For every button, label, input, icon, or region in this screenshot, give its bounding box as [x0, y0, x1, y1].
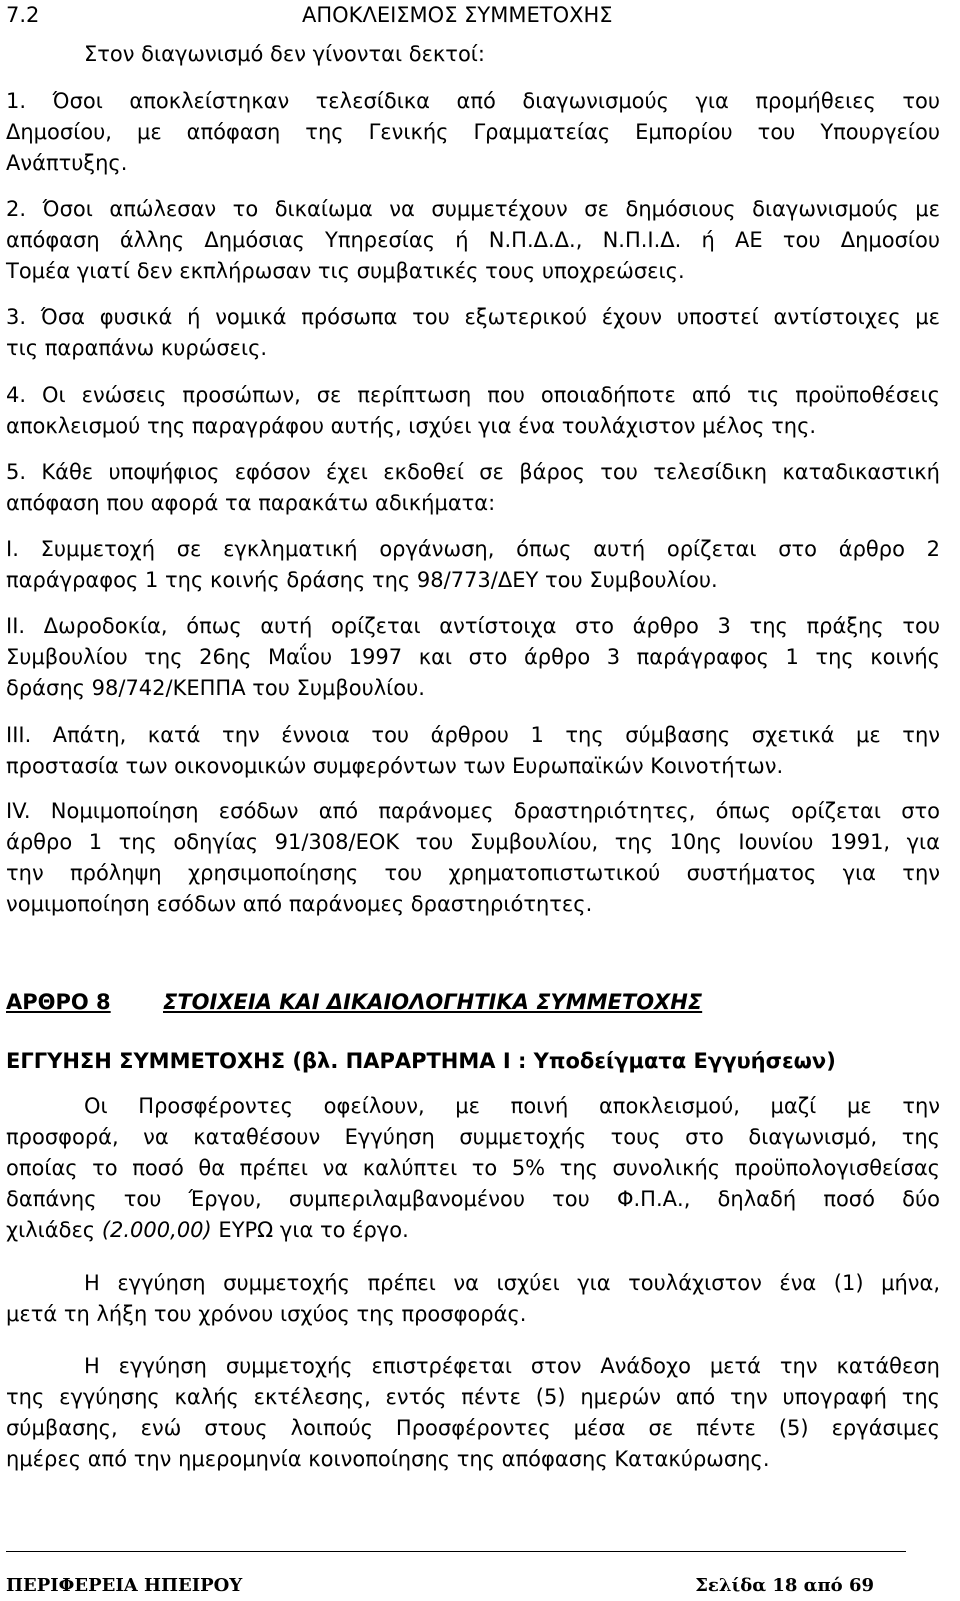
paragraph-line: προσφορά, να καταθέσουν Εγγύηση συμμετοχής τους στο διαγωνισμό, της: [6, 1125, 940, 1149]
section-number: 7.2: [6, 3, 40, 27]
item-line: ΙΙ. Δωροδοκία, όπως αυτή ορίζεται αντίστοιχα στο άρθρο 3 της πράξης του: [6, 614, 940, 638]
article-label: ΑΡΘΡΟ 8: [6, 990, 111, 1014]
paragraph-line: Η εγγύηση συμμετοχής πρέπει να ισχύει για τουλάχιστον ένα (1) μήνα,: [84, 1271, 940, 1295]
item-line: Δημοσίου, με απόφαση της Γενικής Γραμματείας Εμπορίου του Υπουργείου: [6, 120, 940, 144]
item-line: ΙΙΙ. Απάτη, κατά την έννοια του άρθρου 1 της σύμβασης σχετικά με την: [6, 723, 940, 747]
item-line: την πρόληψη χρησιμοποίησης του χρηματοπιστωτικού συστήματος για την: [6, 861, 940, 885]
item-line: τις παραπάνω κυρώσεις.: [6, 336, 268, 360]
page-footer: [6, 1573, 874, 1599]
paragraph-line: οποίας το ποσό θα πρέπει να καλύπτει το 5% της συνολικής προϋπολογισθείσας: [6, 1156, 940, 1180]
item-line: απόφαση άλλης Δημόσιας Υπηρεσίας ή Ν.Π.Δ.Δ., Ν.Π.Ι.Δ. ή ΑΕ του Δημοσίου: [6, 228, 940, 252]
item-line: 3. Όσα φυσικά ή νομικά πρόσωπα του εξωτερικού έχουν υποστεί αντίστοιχες με: [6, 305, 940, 329]
section-intro: Στον διαγωνισμό δεν γίνονται δεκτοί:: [84, 42, 485, 66]
item-line: προστασία των οικονομικών συμφερόντων των Ευρωπαϊκών Κοινοτήτων.: [6, 754, 784, 778]
item-line: 4. Οι ενώσεις προσώπων, σε περίπτωση που οποιαδήποτε από τις προϋποθέσεις: [6, 383, 940, 407]
item-line: 2. Όσοι απώλεσαν το δικαίωμα να συμμετέχουν σε δημόσιους διαγωνισμούς με: [6, 197, 940, 221]
paragraph-line: μετά τη λήξη του χρόνου ισχύος της προσφοράς.: [6, 1302, 527, 1326]
paragraph-line: δαπάνης του Έργου, συμπεριλαμβανομένου του Φ.Π.Α., δηλαδή ποσό δύο: [6, 1187, 940, 1211]
item-line: 5. Κάθε υποψήφιος εφόσον έχει εκδοθεί σε βάρος του τελεσίδικη καταδικαστική: [6, 460, 940, 484]
paragraph-line: της εγγύησης καλής εκτέλεσης, εντός πέντε (5) ημερών από την υπογραφή της: [6, 1385, 940, 1409]
amount-figure: (2.000,00): [101, 1218, 212, 1242]
section-title: ΑΠΟΚΛΕΙΣΜΟΣ ΣΥΜΜΕΤΟΧΗΣ: [302, 3, 613, 27]
item-line: απόφαση που αφορά τα παρακάτω αδικήματα:: [6, 491, 496, 515]
amount-words: χιλιάδες: [6, 1218, 96, 1242]
item-line: νομιμοποίηση εσόδων από παράνομες δραστηριότητες.: [6, 892, 593, 916]
item-line: Ι. Συμμετοχή σε εγκληματική οργάνωση, όπως αυτή ορίζεται στο άρθρο 2: [6, 537, 940, 561]
item-line: παράγραφος 1 της κοινής δράσης της 98/773/ΔΕΥ του Συμβουλίου.: [6, 568, 718, 592]
footer-page-number: Σελίδα 18 από 69: [695, 1575, 874, 1596]
footer-organization: ΠΕΡΙΦΕΡΕΙΑ ΗΠΕΙΡΟΥ: [6, 1575, 243, 1596]
item-line: Τομέα γιατί δεν εκπλήρωσαν τις συμβατικές τους υποχρεώσεις.: [6, 259, 685, 283]
paragraph-last-line: [6, 1215, 940, 1245]
paragraph-line: σύμβασης, ενώ στους λοιπούς Προσφέροντες μέσα σε πέντε (5) εργάσιμες: [6, 1416, 940, 1440]
item-line: IV. Νομιμοποίηση εσόδων από παράνομες δραστηριότητες, όπως ορίζεται στο: [6, 799, 940, 823]
article-title: ΣΤΟΙΧΕΙΑ ΚΑΙ ΔΙΚΑΙΟΛΟΓΗΤΙΚΑ ΣΥΜΜΕΤΟΧΗΣ: [163, 990, 703, 1014]
paragraph-line: Οι Προσφέροντες οφείλουν, με ποινή αποκλεισμού, μαζί με την: [84, 1094, 940, 1118]
paragraph-line: Η εγγύηση συμμετοχής επιστρέφεται στον Ανάδοχο μετά την κατάθεση: [84, 1354, 940, 1378]
paragraph-line: ημέρες από την ημερομηνία κοινοποίησης της απόφασης Κατακύρωσης.: [6, 1447, 770, 1471]
amount-suffix: ΕΥΡΩ για το έργο.: [218, 1218, 409, 1242]
item-line: αποκλεισμού της παραγράφου αυτής, ισχύει για ένα τουλάχιστον μέλος της.: [6, 414, 817, 438]
item-line: Ανάπτυξης.: [6, 151, 128, 175]
item-line: δράσης 98/742/ΚΕΠΠΑ του Συμβουλίου.: [6, 676, 425, 700]
item-line: άρθρο 1 της οδηγίας 91/308/ΕΟΚ του Συμβουλίου, της 10ης Ιουνίου 1991, για: [6, 830, 940, 854]
item-line: 1. Όσοι αποκλείστηκαν τελεσίδικα από διαγωνισμούς για προμήθειες του: [6, 89, 940, 113]
item-line: Συμβουλίου της 26ης Μαΐου 1997 και στο άρθρο 3 παράγραφος 1 της κοινής: [6, 645, 940, 669]
footer-divider: [6, 1551, 906, 1552]
section-header: [6, 0, 940, 30]
guarantee-heading: ΕΓΓΥΗΣΗ ΣΥΜΜΕΤΟΧΗΣ (βλ. ΠΑΡΑΡΤΗΜΑ Ι : Υποδείγματα Εγγυήσεων): [6, 1049, 836, 1073]
